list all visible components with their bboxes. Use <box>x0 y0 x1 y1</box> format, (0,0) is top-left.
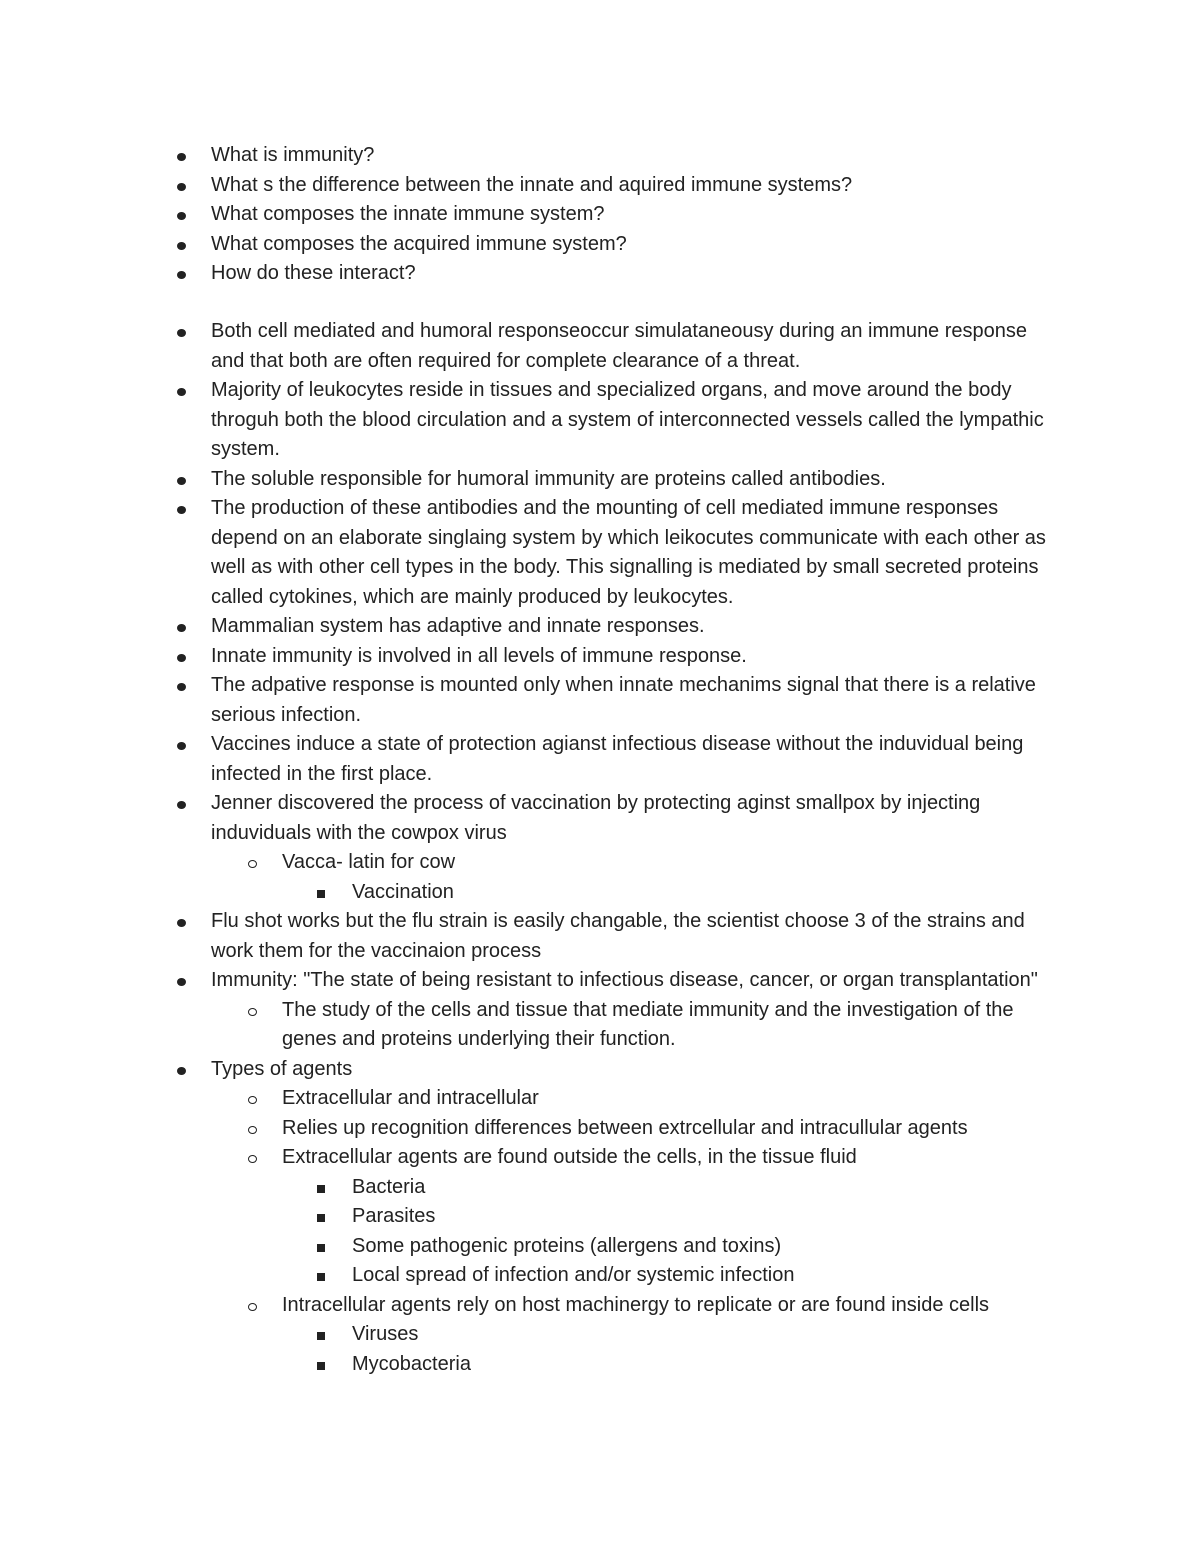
bullet-square-icon <box>317 878 325 908</box>
list-item <box>0 1143 1062 1173</box>
list-item <box>0 1114 1062 1144</box>
list-item-text: Extracellular agents are found outside the cells, in the tissue fluid <box>282 1146 857 1168</box>
list-item <box>0 494 1061 612</box>
list-item-text: Intracellular agents rely on host machinergy to replicate or are found inside cells <box>282 1293 990 1316</box>
list-item-text: The adpative response is mounted only when innate mechanims signal that there is a relative serious infection. <box>211 674 1036 726</box>
bullet-circle-icon <box>248 1114 257 1144</box>
bullet-dot-icon <box>177 671 186 701</box>
bullet-square-icon <box>317 1173 325 1203</box>
bullet-square-icon <box>317 1261 325 1291</box>
bullet-dot-icon <box>177 789 186 819</box>
list-item-text: How do these interact? <box>211 262 416 284</box>
list-item-text: The study of the cells and tissue that mediate immunity and the investigation of the genes and proteins underlying their function. <box>282 998 1014 1050</box>
list-item <box>0 1291 1062 1321</box>
list-item-text: Both cell mediated and humoral responseoccur simulataneousy during an immune response and that both are often required for complete clearance of a threat. <box>211 320 1028 372</box>
bullet-dot-icon <box>177 259 186 289</box>
list-item-text: The production of these antibodies and the mounting of cell mediated immune responses depend on an elaborate singlaing system by which leikocutes communicate with each other as well as with other cell types in the body. This signalling is mediated by small secreted proteins called cytokines, which are mainly produced by leukocytes. <box>211 497 1046 608</box>
list-item <box>0 1232 1052 1262</box>
list-item-text: Mycobacteria <box>352 1352 471 1375</box>
list-item-text: Immunity: "The state of being resistant to infectious disease, cancer, or organ transplantation" <box>211 969 1038 991</box>
bullet-dot-icon <box>177 465 186 495</box>
list-item-text: Innate immunity is involved in all levels of immune response. <box>211 644 747 667</box>
list-item-text: Flu shot works but the flu strain is easily changable, the scientist choose 3 of the strains and work them for the vaccinaion process <box>211 910 1025 962</box>
bullet-circle-icon <box>248 996 257 1026</box>
bullet-dot-icon <box>177 730 186 760</box>
list-item <box>0 1261 1052 1291</box>
list-item-text: Majority of leukocytes reside in tissues and specialized organs, and move around the body throguh both the blood circulation and a system of interconnected vessels called the lympathic system. <box>211 379 1044 460</box>
list-item <box>0 612 1061 642</box>
bullet-square-icon <box>317 1202 325 1232</box>
bullet-circle-icon <box>248 848 257 878</box>
list-item <box>0 966 1061 996</box>
bullet-square-icon <box>317 1350 325 1380</box>
list-item <box>0 1173 1052 1203</box>
bullet-dot-icon <box>177 1055 186 1085</box>
list-item-text: What is immunity? <box>211 144 375 166</box>
bullet-dot-icon <box>177 642 186 672</box>
list-item-text: Bacteria <box>352 1175 426 1198</box>
bullet-dot-icon <box>177 230 186 260</box>
list-item <box>0 141 1061 171</box>
bullet-dot-icon <box>177 200 186 230</box>
list-item <box>0 671 1061 730</box>
list-item-text: Extracellular and intracellular <box>282 1087 539 1109</box>
list-item <box>0 789 1061 848</box>
list-item <box>0 1202 1052 1232</box>
notes-list <box>0 317 1200 1379</box>
list-item-text: What composes the innate immune system? <box>211 203 605 225</box>
bullet-dot-icon <box>177 494 186 524</box>
list-item <box>0 878 1052 908</box>
bullet-circle-icon <box>248 1291 257 1321</box>
list-item <box>0 259 1061 289</box>
list-item <box>0 376 1061 465</box>
question-list <box>0 141 1200 289</box>
list-item-text: Vaccines induce a state of protection agianst infectious disease without the induvidual being infected in the first place. <box>211 733 1024 785</box>
bullet-dot-icon <box>177 141 186 171</box>
bullet-square-icon <box>317 1232 325 1262</box>
list-item <box>0 907 1061 966</box>
list-item-text: Types of agents <box>211 1057 353 1080</box>
bullet-circle-icon <box>248 1143 257 1173</box>
list-item <box>0 848 1062 878</box>
list-item-text: Local spread of infection and/or systemic infection <box>352 1264 795 1286</box>
list-item <box>0 465 1061 495</box>
bullet-dot-icon <box>177 171 186 201</box>
bullet-square-icon <box>317 1320 325 1350</box>
bullet-dot-icon <box>177 966 186 996</box>
list-item <box>0 1320 1052 1350</box>
list-item-text: Viruses <box>352 1323 419 1345</box>
list-item <box>0 317 1061 376</box>
list-item <box>0 730 1061 789</box>
list-item-text: Vacca- latin for cow <box>282 851 456 873</box>
bullet-dot-icon <box>177 907 186 937</box>
list-item-text: Some pathogenic proteins (allergens and toxins) <box>352 1234 782 1257</box>
list-item <box>0 996 1062 1055</box>
list-item <box>0 1350 1052 1380</box>
list-item <box>0 1084 1062 1114</box>
list-item-text: Parasites <box>352 1205 436 1227</box>
list-item <box>0 200 1061 230</box>
list-item <box>0 642 1061 672</box>
list-item-text: What composes the acquired immune system? <box>211 232 627 255</box>
list-item <box>0 171 1061 201</box>
list-item <box>0 230 1061 260</box>
bullet-dot-icon <box>177 317 186 347</box>
bullet-dot-icon <box>177 612 186 642</box>
list-item-text: Mammalian system has adaptive and innate responses. <box>211 615 705 637</box>
list-item-text: Jenner discovered the process of vaccination by protecting aginst smallpox by injecting induviduals with the cowpox virus <box>211 792 981 844</box>
list-item-text: Relies up recognition differences between extrcellular and intracullular agents <box>282 1116 968 1139</box>
list-item-text: The soluble responsible for humoral immunity are proteins called antibodies. <box>211 467 886 490</box>
list-item <box>0 1055 1061 1085</box>
list-item-text: Vaccination <box>352 880 454 903</box>
list-item-text: What s the difference between the innate and aquired immune systems? <box>211 173 853 196</box>
bullet-dot-icon <box>177 376 186 406</box>
bullet-circle-icon <box>248 1084 257 1114</box>
